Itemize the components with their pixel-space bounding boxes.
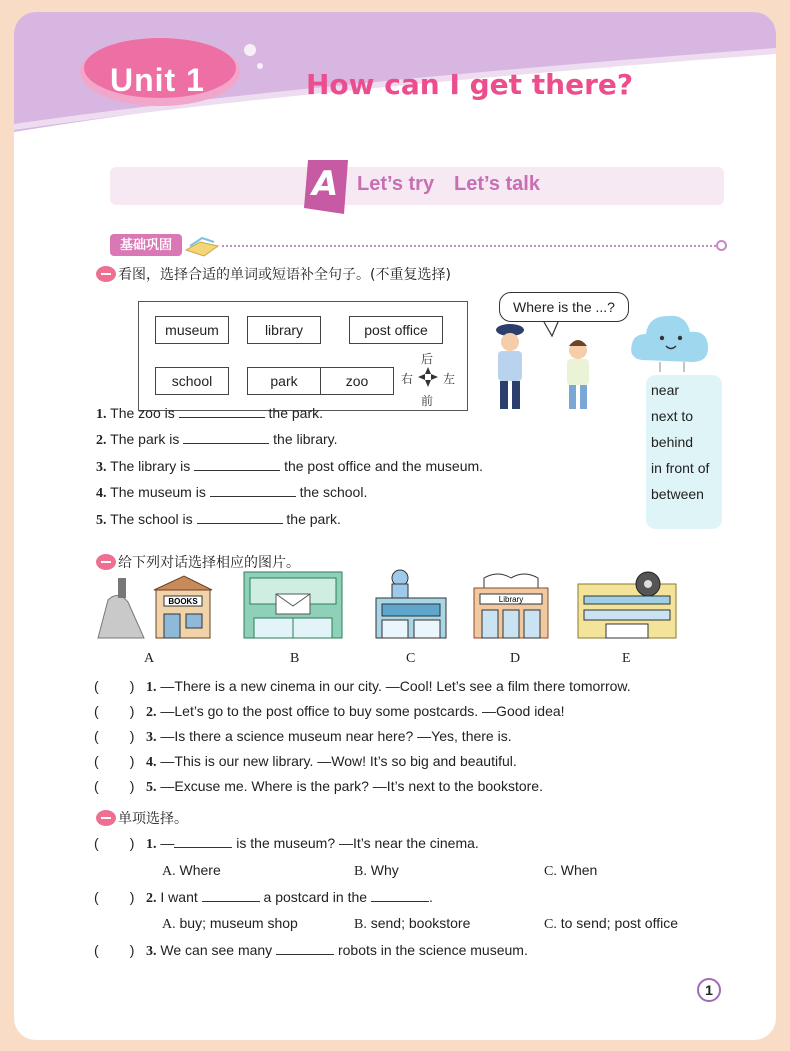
- option-letter: C.: [544, 917, 557, 932]
- question-text: the park.: [268, 405, 323, 421]
- word-choice: in front of: [651, 460, 710, 476]
- question-text: —: [160, 835, 175, 851]
- option-text: buy; museum shop: [179, 915, 298, 931]
- option-a[interactable]: [162, 915, 298, 933]
- option-text: When: [560, 862, 598, 878]
- choice-question-1: [146, 835, 479, 853]
- option-text: Why: [370, 862, 399, 878]
- question-number: 3.: [146, 730, 157, 745]
- dialogue-text: —Is there a science museum near here? —Yes, there is.: [160, 728, 512, 744]
- map-box: [138, 301, 468, 411]
- answer-blank[interactable]: [371, 890, 429, 902]
- answer-paren[interactable]: ( ): [94, 889, 135, 905]
- picture-c-science-museum: [374, 568, 448, 640]
- answer-blank[interactable]: [276, 943, 334, 955]
- picture-d-library: [472, 568, 550, 640]
- library-sign: Library: [498, 595, 524, 604]
- dialogue-1: [146, 678, 631, 696]
- speech-bubble: Where is the ...?: [499, 292, 629, 322]
- answer-paren[interactable]: ( ): [94, 703, 135, 719]
- question-number: 3.: [96, 460, 107, 475]
- question-text: is the museum? —It’s near the cinema.: [236, 835, 479, 851]
- picture-label-e: E: [622, 651, 631, 666]
- question-text: The park is: [110, 431, 180, 447]
- divider-end: [716, 240, 727, 251]
- answer-paren[interactable]: ( ): [94, 942, 135, 958]
- page-number: 1: [697, 978, 721, 1002]
- answer-paren[interactable]: ( ): [94, 778, 135, 794]
- choice-question-2: [146, 889, 433, 907]
- question-number: 2.: [96, 433, 107, 448]
- question-text: the post office and the museum.: [284, 458, 484, 474]
- fill-question-2: [96, 431, 338, 449]
- compass-front: 前: [421, 394, 434, 408]
- question-text: robots in the science museum.: [337, 942, 528, 958]
- answer-blank[interactable]: [202, 890, 260, 902]
- compass-left: 左: [443, 372, 456, 386]
- option-c[interactable]: [544, 915, 678, 933]
- dialogue-3: [146, 728, 512, 746]
- choice-question-3: [146, 942, 528, 960]
- question-text: The school is: [110, 511, 193, 527]
- question-text: The museum is: [110, 484, 206, 500]
- word-choice: between: [651, 486, 704, 502]
- option-b[interactable]: [354, 862, 399, 880]
- answer-paren[interactable]: ( ): [94, 753, 135, 769]
- map-word-museum: museum: [155, 316, 229, 344]
- fill-question-5: [96, 511, 341, 529]
- option-a[interactable]: [162, 862, 221, 880]
- picture-e-cinema: [576, 570, 678, 640]
- police-and-boy-illustration: [492, 320, 602, 412]
- option-text: Where: [179, 862, 221, 878]
- question-text: .: [428, 889, 433, 905]
- section-1-instruction: 看图，选择合适的单词或短语补全句子。(不重复选择): [118, 267, 451, 283]
- question-number: 1.: [146, 680, 157, 695]
- section-1-icon: [96, 266, 116, 282]
- question-text: The zoo is: [110, 405, 175, 421]
- option-letter: C.: [544, 864, 557, 879]
- answer-blank[interactable]: [197, 512, 283, 524]
- map-word-library: library: [247, 316, 321, 344]
- section-2-instruction: 给下列对话选择相应的图片。: [118, 555, 300, 571]
- question-number: 1.: [146, 837, 157, 852]
- word-choice: next to: [651, 408, 694, 424]
- question-text: the library.: [273, 431, 338, 447]
- option-b[interactable]: [354, 915, 470, 933]
- option-letter: B.: [354, 864, 367, 879]
- answer-paren[interactable]: ( ): [94, 678, 135, 694]
- option-c[interactable]: [544, 862, 597, 880]
- answer-blank[interactable]: [174, 836, 232, 848]
- fill-question-1: [96, 405, 323, 423]
- picture-b-post-office: [242, 570, 344, 640]
- dialogue-text: —Let’s go to the post office to buy some postcards. —Good idea!: [160, 703, 565, 719]
- dialogue-text: —This is our new library. —Wow! It’s so big and beautiful.: [160, 753, 517, 769]
- question-number: 2.: [146, 705, 157, 720]
- answer-paren[interactable]: ( ): [94, 835, 135, 851]
- map-word-zoo: zoo: [320, 367, 394, 395]
- picture-label-b: B: [290, 651, 300, 666]
- compass-right: 右: [401, 372, 414, 386]
- basic-tag: 基础巩固: [110, 234, 182, 256]
- question-text: We can see many: [160, 942, 273, 958]
- compass-arrows-icon: [417, 366, 439, 388]
- lesson-part2: Let’s talk: [454, 173, 540, 195]
- picture-label-d: D: [510, 651, 521, 666]
- map-word-post-office: post office: [349, 316, 443, 344]
- cloud-icon: [628, 306, 712, 372]
- section-3-icon: [96, 810, 116, 826]
- question-number: 4.: [146, 755, 157, 770]
- answer-blank[interactable]: [179, 406, 265, 418]
- dialogue-text: —Excuse me. Where is the park? —It’s next to the bookstore.: [160, 778, 543, 794]
- question-number: 5.: [96, 513, 107, 528]
- dialogue-4: [146, 753, 517, 771]
- option-letter: A.: [162, 917, 176, 932]
- question-text: The library is: [110, 458, 191, 474]
- question-number: 5.: [146, 780, 157, 795]
- bookstore-sign: BOOKS: [168, 597, 198, 606]
- word-choice: behind: [651, 434, 694, 450]
- divider: [222, 245, 720, 247]
- picture-label-a: A: [144, 651, 155, 666]
- option-text: to send; post office: [560, 915, 678, 931]
- answer-blank[interactable]: [210, 485, 296, 497]
- answer-blank[interactable]: [183, 432, 269, 444]
- question-text: a postcard in the: [263, 889, 368, 905]
- question-number: 4.: [96, 486, 107, 501]
- question-text: the park.: [286, 511, 341, 527]
- section-2-icon: [96, 554, 116, 570]
- fill-question-4: [96, 484, 367, 502]
- compass-back: 后: [421, 352, 434, 366]
- question-number: 2.: [146, 891, 157, 906]
- worksheet-page: [14, 12, 776, 1040]
- question-number: 3.: [146, 944, 157, 959]
- map-word-park: park: [247, 367, 321, 395]
- dialogue-text: —There is a new cinema in our city. —Cool! Let’s see a film there tomorrow.: [160, 678, 631, 694]
- question-text: I want: [160, 889, 198, 905]
- unit-title: How can I get there?: [306, 68, 634, 101]
- option-letter: B.: [354, 917, 367, 932]
- option-text: send; bookstore: [370, 915, 471, 931]
- dialogue-2: [146, 703, 565, 721]
- book-icon: [184, 232, 220, 258]
- picture-label-c: C: [406, 651, 416, 666]
- fill-question-3: [96, 458, 483, 476]
- answer-paren[interactable]: ( ): [94, 728, 135, 744]
- dialogue-5: [146, 778, 543, 796]
- section-3-instruction: 单项选择。: [118, 811, 188, 827]
- word-choice: near: [651, 382, 680, 398]
- question-number: 1.: [96, 407, 107, 422]
- unit-label: Unit 1: [110, 62, 205, 98]
- lesson-part1: Let’s try: [357, 173, 435, 195]
- lesson-letter: A: [312, 164, 339, 204]
- map-word-school: school: [155, 367, 229, 395]
- picture-a-bookstore: [94, 570, 214, 640]
- word-choice-card: [646, 375, 722, 529]
- question-text: the school.: [299, 484, 368, 500]
- option-letter: A.: [162, 864, 176, 879]
- answer-blank[interactable]: [194, 459, 280, 471]
